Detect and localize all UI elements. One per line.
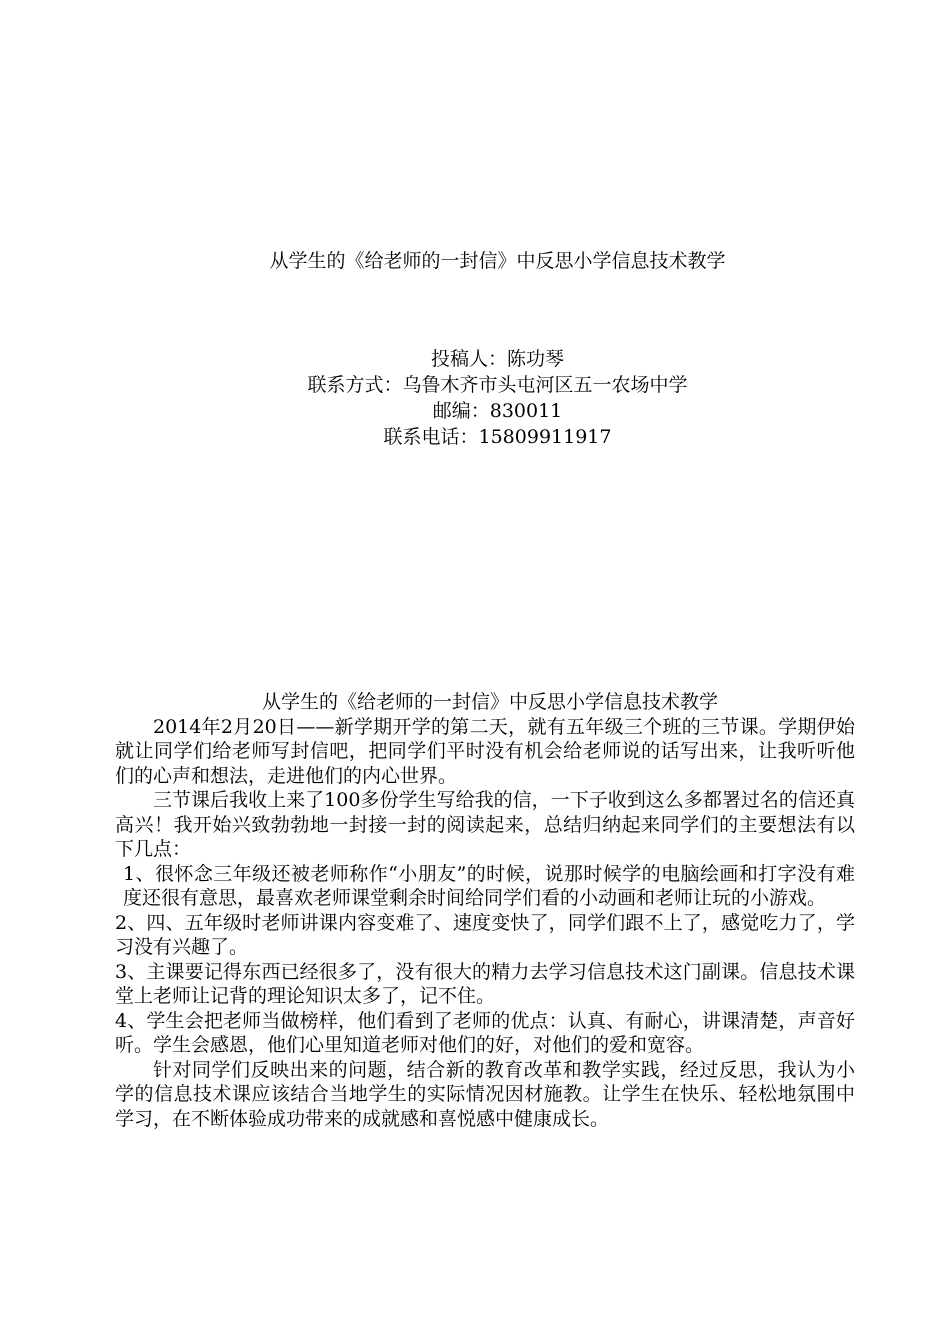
point-item-4: 4、学生会把老师当做榜样，他们看到了老师的优点：认真、有耐心，讲课清楚，声音好听。学生会感恩，他们心里知道老师对他们的好，对他们的爱和宽容。 — [115, 1009, 855, 1056]
contact-address-line: 联系方式：乌鲁木齐市头屯河区五一农场中学 — [307, 374, 688, 396]
paragraph-conclusion: 针对同学们反映出来的问题，结合新的教育改革和教学实践，经过反思，我认为小学的信息技术课应该结合当地学生的实际情况因材施教。让学生在快乐、轻松地氛围中学习，在不断体验成功带来的成就感和喜悦感中健康成长。 — [115, 1058, 855, 1130]
point-item-1: 1、很怀念三年级还被老师称作“小朋友”的时候，说那时候学的电脑绘画和打字没有难度还很有意思，最喜欢老师课堂剩余时间给同学们看的小动画和老师让玩的小游戏。 — [123, 862, 855, 909]
phone-line: 联系电话：15809911917 — [383, 426, 612, 448]
point-item-2: 2、四、五年级时老师讲课内容变难了、速度变快了，同学们跟不上了，感觉吃力了，学习没有兴趣了。 — [115, 911, 855, 958]
paragraph-intro: 2014年2月20日——新学期开学的第二天，就有五年级三个班的三节课。学期伊始就让同学们给老师写封信吧，把同学们平时没有机会给老师说的话写出来，让我听听他们的心声和想法，走进他们的内心世界。 — [115, 715, 855, 787]
article-title: 从学生的《给老师的一封信》中反思小学信息技术教学 — [261, 691, 718, 713]
cover-title: 从学生的《给老师的一封信》中反思小学信息技术教学 — [269, 250, 726, 272]
article-body — [115, 690, 855, 1131]
point-item-3: 3、主课要记得东西已经很多了，没有很大的精力去学习信息技术这门副课。信息技术课堂上老师让记背的理论知识太多了，记不住。 — [115, 960, 855, 1007]
paragraph-summary: 三节课后我收上来了100多份学生写给我的信，一下子收到这么多都署过名的信还真高兴！我开始兴致勃勃地一封接一封的阅读起来，总结归纳起来同学们的主要想法有以下几点： — [115, 789, 855, 860]
postcode-line: 邮编：830011 — [432, 400, 563, 422]
contact-block — [0, 346, 950, 450]
author-line: 投稿人：陈功琴 — [430, 348, 564, 370]
